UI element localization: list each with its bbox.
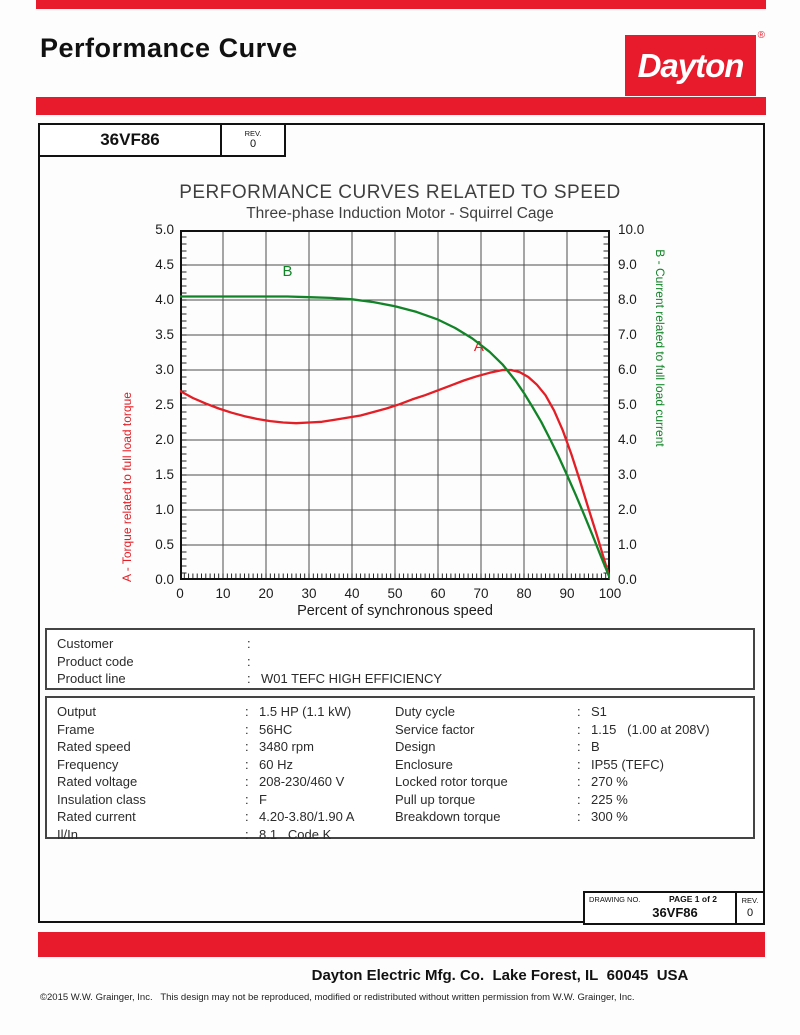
dayton-logo bbox=[625, 30, 765, 96]
rev-value: 0 bbox=[249, 138, 257, 151]
left-tick-label: 4.0 bbox=[155, 292, 174, 307]
drawing-no-label: DRAWING NO. bbox=[589, 895, 641, 904]
right-tick-label: 0.0 bbox=[618, 572, 637, 587]
row-value: W01 TEFC HIGH EFFICIENCY bbox=[261, 671, 443, 686]
table-row bbox=[395, 756, 745, 774]
right-tick-label: 2.0 bbox=[618, 502, 637, 517]
row-value: IP55 (TEFC) bbox=[591, 756, 664, 772]
x-tick-label: 40 bbox=[344, 586, 360, 601]
chart-title: PERFORMANCE CURVES RELATED TO SPEED bbox=[179, 182, 621, 203]
dayton-logo-text: Dayton bbox=[637, 46, 744, 84]
row-colon: : bbox=[247, 636, 251, 651]
curve-label-A: A bbox=[473, 338, 484, 356]
spec-column-right bbox=[395, 703, 745, 826]
row-label: Service factor bbox=[395, 721, 475, 737]
row-value: 8.1 Code K bbox=[259, 826, 332, 842]
performance-chart-plot bbox=[180, 230, 610, 580]
table-row bbox=[395, 721, 745, 739]
right-tick-label: 1.0 bbox=[618, 537, 637, 552]
row-label: Il/In bbox=[57, 826, 78, 842]
left-tick-label: 2.0 bbox=[155, 432, 174, 447]
row-colon: : bbox=[245, 791, 249, 807]
row-value: 1.5 HP (1.1 kW) bbox=[259, 704, 352, 719]
row-label: Customer bbox=[57, 636, 114, 651]
drawing-number-cell bbox=[585, 893, 737, 923]
footer-red-rule bbox=[38, 932, 765, 957]
row-label: Rated voltage bbox=[57, 774, 138, 789]
customer-info-table bbox=[45, 628, 755, 690]
row-colon: : bbox=[577, 756, 581, 772]
row-label: Rated current bbox=[57, 809, 136, 824]
row-value: 1.15 (1.00 at 208V) bbox=[591, 721, 710, 737]
chart-subtitle: Three-phase Induction Motor - Squirrel Cage bbox=[246, 205, 554, 222]
page-indicator: PAGE 1 of 2 bbox=[668, 894, 717, 904]
row-label: Product code bbox=[57, 653, 134, 669]
x-tick-label: 100 bbox=[598, 586, 622, 601]
right-tick-label: 5.0 bbox=[618, 397, 637, 412]
table-row bbox=[57, 653, 753, 671]
left-tick-label: 3.0 bbox=[155, 362, 174, 377]
table-row bbox=[395, 808, 745, 826]
right-axis-title: B - Current related to full load current bbox=[653, 249, 667, 447]
table-row bbox=[57, 808, 392, 826]
row-colon: : bbox=[245, 774, 249, 789]
table-row bbox=[57, 756, 392, 774]
left-tick-label: 0.5 bbox=[155, 537, 174, 552]
registered-trademark-symbol: ® bbox=[757, 30, 765, 41]
row-label: Enclosure bbox=[395, 756, 453, 772]
x-tick-label: 20 bbox=[258, 586, 274, 601]
left-tick-label: 3.5 bbox=[155, 327, 174, 342]
x-tick-label: 90 bbox=[559, 586, 575, 601]
row-colon: : bbox=[245, 756, 249, 772]
right-tick-label: 6.0 bbox=[618, 362, 637, 377]
row-value: F bbox=[259, 791, 267, 807]
drawing-number-value: 36VF86 bbox=[652, 904, 698, 920]
right-tick-label: 7.0 bbox=[618, 327, 637, 342]
table-row bbox=[57, 791, 392, 809]
row-colon: : bbox=[577, 774, 581, 789]
row-value bbox=[261, 653, 753, 671]
row-value: 225 % bbox=[591, 791, 628, 807]
row-label: Locked rotor torque bbox=[395, 774, 508, 789]
right-tick-label: 4.0 bbox=[618, 432, 637, 447]
left-tick-label: 0.0 bbox=[155, 572, 174, 587]
right-tick-label: 9.0 bbox=[618, 257, 637, 272]
row-value: 56HC bbox=[259, 721, 293, 737]
row-value bbox=[261, 635, 753, 653]
specifications-table bbox=[45, 696, 755, 842]
right-tick-label: 3.0 bbox=[618, 467, 637, 482]
row-label: Frame bbox=[57, 721, 95, 737]
table-row bbox=[57, 738, 392, 756]
row-label: Output bbox=[57, 704, 97, 719]
spec-column-left bbox=[57, 703, 392, 843]
row-colon: : bbox=[247, 653, 251, 669]
row-value: 3480 rpm bbox=[259, 739, 314, 754]
table-row bbox=[57, 670, 753, 688]
row-label: Insulation class bbox=[57, 791, 146, 807]
row-value: 4.20-3.80/1.90 A bbox=[259, 809, 355, 824]
x-tick-label: 80 bbox=[516, 586, 532, 601]
table-row bbox=[57, 635, 753, 653]
drawing-rev-label: REV. bbox=[741, 896, 759, 906]
left-tick-label: 2.5 bbox=[155, 397, 174, 412]
drawing-rev-cell bbox=[737, 893, 763, 923]
row-colon: : bbox=[577, 791, 581, 807]
table-row bbox=[57, 826, 392, 844]
x-tick-label: 0 bbox=[176, 586, 184, 601]
top-red-rule bbox=[36, 0, 766, 9]
row-value: B bbox=[591, 739, 600, 754]
row-label: Pull up torque bbox=[395, 791, 476, 807]
row-colon: : bbox=[577, 809, 581, 824]
row-colon: : bbox=[247, 671, 251, 686]
drawing-rev-value: 0 bbox=[746, 906, 754, 919]
table-row bbox=[395, 791, 745, 809]
revision-cell bbox=[222, 125, 284, 155]
right-tick-label: 8.0 bbox=[618, 292, 637, 307]
x-tick-label: 10 bbox=[215, 586, 231, 601]
row-colon: : bbox=[245, 826, 249, 842]
company-address-line: Dayton Electric Mfg. Co. Lake Forest, IL 60045 USA bbox=[311, 967, 689, 984]
left-tick-label: 4.5 bbox=[155, 257, 174, 272]
row-value: 208-230/460 V bbox=[259, 774, 345, 789]
drawing-number-box bbox=[583, 891, 765, 925]
x-tick-label: 60 bbox=[430, 586, 446, 601]
x-tick-label: 70 bbox=[473, 586, 489, 601]
rev-label: REV. bbox=[244, 128, 262, 138]
left-tick-label: 1.5 bbox=[155, 467, 174, 482]
row-colon: : bbox=[577, 704, 581, 719]
row-value: 300 % bbox=[591, 809, 628, 824]
left-tick-label: 5.0 bbox=[155, 222, 174, 237]
page-title: Performance Curve bbox=[40, 33, 298, 63]
table-row bbox=[395, 738, 745, 756]
table-row bbox=[57, 721, 392, 739]
row-label: Rated speed bbox=[57, 739, 131, 754]
left-axis-title: A - Torque related to full load torque bbox=[120, 392, 134, 582]
row-label: Design bbox=[395, 739, 436, 754]
x-tick-label: 30 bbox=[301, 586, 317, 601]
row-value: S1 bbox=[591, 704, 607, 719]
table-row bbox=[57, 703, 392, 721]
left-tick-label: 1.0 bbox=[155, 502, 174, 517]
table-row bbox=[57, 773, 392, 791]
table-row bbox=[395, 773, 745, 791]
row-colon: : bbox=[245, 704, 249, 719]
row-value: 270 % bbox=[591, 774, 628, 789]
right-tick-label: 10.0 bbox=[618, 222, 645, 237]
row-label: Duty cycle bbox=[395, 704, 455, 719]
header-red-rule bbox=[36, 97, 766, 115]
x-tick-label: 50 bbox=[387, 586, 403, 601]
row-label: Frequency bbox=[57, 756, 119, 772]
row-colon: : bbox=[577, 721, 581, 737]
row-colon: : bbox=[245, 809, 249, 824]
row-colon: : bbox=[577, 739, 581, 754]
row-colon: : bbox=[245, 739, 249, 754]
table-row bbox=[395, 703, 745, 721]
curve-label-B: B bbox=[282, 263, 293, 281]
row-value: 60 Hz bbox=[259, 756, 293, 772]
row-label: Breakdown torque bbox=[395, 809, 501, 824]
row-label: Product line bbox=[57, 671, 126, 686]
part-number-box bbox=[38, 123, 286, 157]
x-axis-title: Percent of synchronous speed bbox=[297, 603, 493, 619]
part-number: 36VF86 bbox=[40, 125, 222, 155]
row-colon: : bbox=[245, 721, 249, 737]
copyright-notice: ©2015 W.W. Grainger, Inc. This design may not be reproduced, modified or redistributed without written permission from W.W. Grainger, Inc. bbox=[40, 992, 635, 1003]
